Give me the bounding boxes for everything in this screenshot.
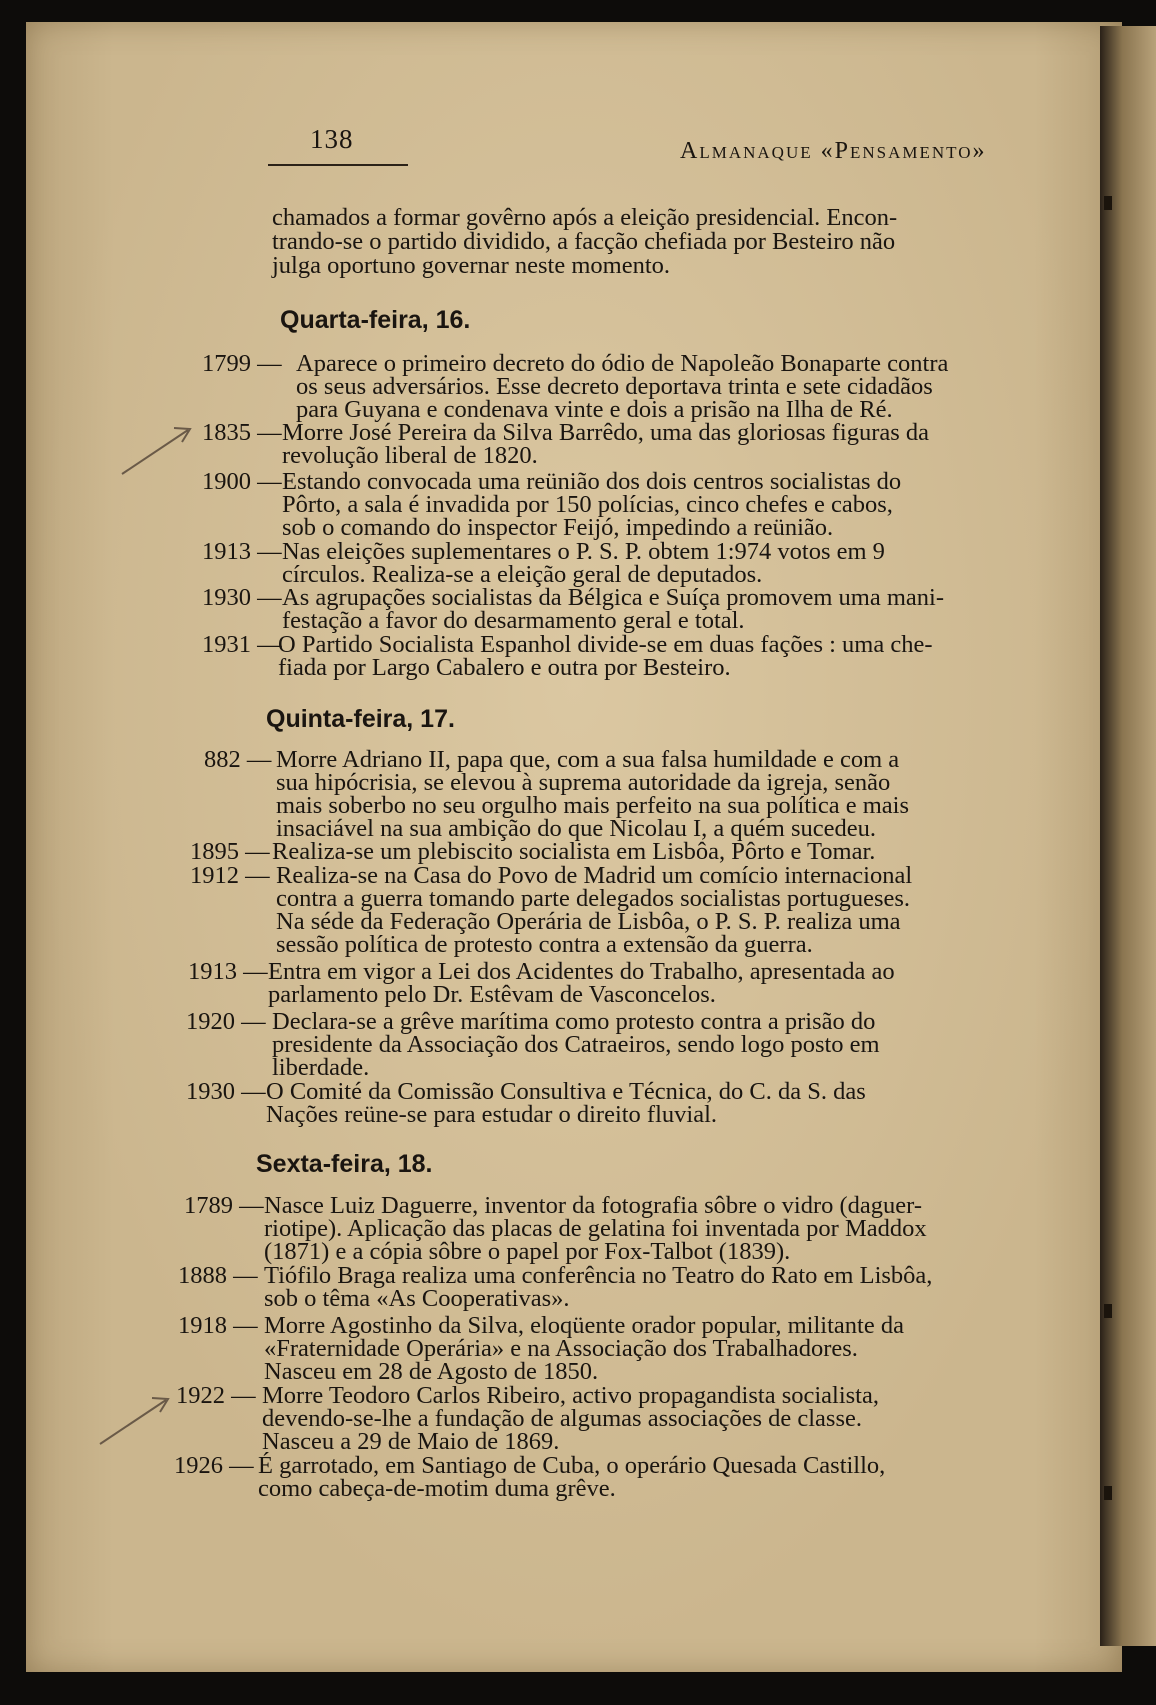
entry-year: 1900 — xyxy=(202,468,282,495)
entry-line: sua hipócrisia, se elevou à suprema autoridade da igreja, senão xyxy=(276,769,891,796)
entry-line: As agrupações socialistas da Bélgica e Suíça promovem uma mani- xyxy=(282,584,944,611)
entry-year: 1930 — xyxy=(186,1078,266,1105)
entry-year: 1926 — xyxy=(174,1452,254,1479)
day-heading: Quarta-feira, 16. xyxy=(280,306,471,334)
entry-line: Declara-se a grêve marítima como protesto contra a prisão do xyxy=(272,1008,876,1035)
entry-line: Entra em vigor a Lei dos Acidentes do Trabalho, apresentada ao xyxy=(268,958,895,985)
entry-line: mais soberbo no seu orgulho mais perfeito na sua política e mais xyxy=(276,792,910,819)
entry-line: Morre Teodoro Carlos Ribeiro, activo propagandista socialista, xyxy=(262,1382,879,1409)
entry-line: revolução liberal de 1820. xyxy=(282,442,538,469)
pencil-arrow-icon xyxy=(118,420,198,480)
entry-line: Nações reüne-se para estudar o direito fluvial. xyxy=(266,1101,718,1128)
entry-line: (1871) e a cópia sôbre o papel por Fox-Talbot (1839). xyxy=(264,1238,791,1265)
entry-line: contra a guerra tomando parte delegados socialistas portugueses. xyxy=(276,885,911,912)
entry-year: 1930 — xyxy=(202,584,282,611)
entry-line: Aparece o primeiro decreto do ódio de Napoleão Bonaparte contra xyxy=(296,350,949,377)
entry-line: fiada por Largo Cabalero e outra por Besteiro. xyxy=(278,654,731,681)
entry-line: Nasce Luiz Daguerre, inventor da fotografia sôbre o vidro (daguer- xyxy=(264,1192,923,1219)
day-heading: Sexta-feira, 18. xyxy=(256,1150,433,1178)
entry-year: 1799 — xyxy=(202,350,282,377)
entry-line: «Fraternidade Operária» e na Associação dos Trabalhadores. xyxy=(264,1335,858,1362)
entry-year: 1913 — xyxy=(202,538,282,565)
intro-paragraph xyxy=(272,206,897,278)
entry-year: 1922 — xyxy=(176,1382,256,1409)
entry-year: 1931 — xyxy=(202,631,282,658)
entry-year: 1789 — xyxy=(184,1192,264,1219)
entry-year: 1913 — xyxy=(188,958,268,985)
entry-line: Na séde da Federação Operária de Lisbôa, o P. S. P. realiza uma xyxy=(276,908,901,935)
entry-line: festação a favor do desarmamento geral e total. xyxy=(282,607,745,634)
entry-year: 1918 — xyxy=(178,1312,258,1339)
entry-line: Realiza-se na Casa do Povo de Madrid um comício internacional xyxy=(276,862,913,889)
entry-line: presidente da Associação dos Catraeiros, sendo logo posto em xyxy=(272,1031,880,1058)
entry-line: insaciável na sua ambição do que Nicolau I, a quém sucedeu. xyxy=(276,815,877,842)
entry-line: Morre Agostinho da Silva, eloqüente orador popular, militante da xyxy=(264,1312,904,1339)
entry-year: 882 — xyxy=(204,746,272,773)
entry-line: O Comité da Comissão Consultiva e Técnica, do C. da S. das xyxy=(266,1078,866,1105)
binding-mark xyxy=(1104,1304,1112,1318)
entry-year: 1912 — xyxy=(190,862,270,889)
entry-line: sob o têma «As Cooperativas». xyxy=(264,1285,570,1312)
entry-line: parlamento pelo Dr. Estêvam de Vasconcelos. xyxy=(268,981,716,1008)
entry-line: Tiófilo Braga realiza uma conferência no Teatro do Rato em Lisbôa, xyxy=(264,1262,933,1289)
entry-line: sessão política de protesto contra a extensão da guerra. xyxy=(276,931,813,958)
page-number: 138 xyxy=(310,124,354,154)
entry-year: 1920 — xyxy=(186,1008,266,1035)
intro-line: julga oportuno governar neste momento. xyxy=(272,252,671,279)
entry-line: Nasceu a 29 de Maio de 1869. xyxy=(262,1428,560,1455)
entry-line: devendo-se-lhe a fundação de algumas associações de classe. xyxy=(262,1405,862,1432)
intro-line: chamados a formar govêrno após a eleição presidencial. Encon- xyxy=(272,204,898,231)
binding-mark xyxy=(1104,1486,1112,1500)
entry-line: círculos. Realiza-se a eleição geral de deputados. xyxy=(282,561,763,588)
page-number-rule xyxy=(268,164,408,166)
intro-line: trando-se o partido dividido, a facção chefiada por Besteiro não xyxy=(272,228,896,255)
entry-year: 1895 — xyxy=(190,838,270,865)
pencil-arrow-icon xyxy=(96,1390,176,1450)
entry-line: Nas eleições suplementares o P. S. P. obtem 1:974 votos em 9 xyxy=(282,538,885,565)
entry-line: sob o comando do inspector Feijó, impedindo a reünião. xyxy=(282,514,834,541)
entry-line: liberdade. xyxy=(272,1054,370,1081)
entry-line: Realiza-se um plebiscito socialista em Lisbôa, Pôrto e Tomar. xyxy=(272,838,876,865)
entry-year: 1888 — xyxy=(178,1262,258,1289)
entry-line: os seus adversários. Esse decreto deportava trinta e sete cidadãos xyxy=(296,373,933,400)
day-heading: Quinta-feira, 17. xyxy=(266,705,455,733)
running-title: Almanaque «Pensamento» xyxy=(680,138,987,164)
entry-line: Estando convocada uma reünião dos dois centros socialistas do xyxy=(282,468,902,495)
entry-line: Pôrto, a sala é invadida por 150 polícias, cinco chefes e cabos, xyxy=(282,491,893,518)
entry-line: Nasceu em 28 de Agosto de 1850. xyxy=(264,1358,599,1385)
entry-line: riotipe). Aplicação das placas de gelatina foi inventada por Maddox xyxy=(264,1215,927,1242)
entry-line: como cabeça-de-motim duma grêve. xyxy=(258,1475,616,1502)
entry-line: É garrotado, em Santiago de Cuba, o operário Quesada Castillo, xyxy=(258,1452,886,1479)
entry-year: 1835 — xyxy=(202,419,282,446)
binding-mark xyxy=(1104,196,1112,210)
entry-line: para Guyana e condenava vinte e dois a prisão na Ilha de Ré. xyxy=(296,396,893,423)
entry-line: O Partido Socialista Espanhol divide-se em duas fações : uma che- xyxy=(278,631,933,658)
entry-line: Morre Adriano II, papa que, com a sua falsa humildade e com a xyxy=(276,746,900,773)
entry-line: Morre José Pereira da Silva Barrêdo, uma das gloriosas figuras da xyxy=(282,419,930,446)
